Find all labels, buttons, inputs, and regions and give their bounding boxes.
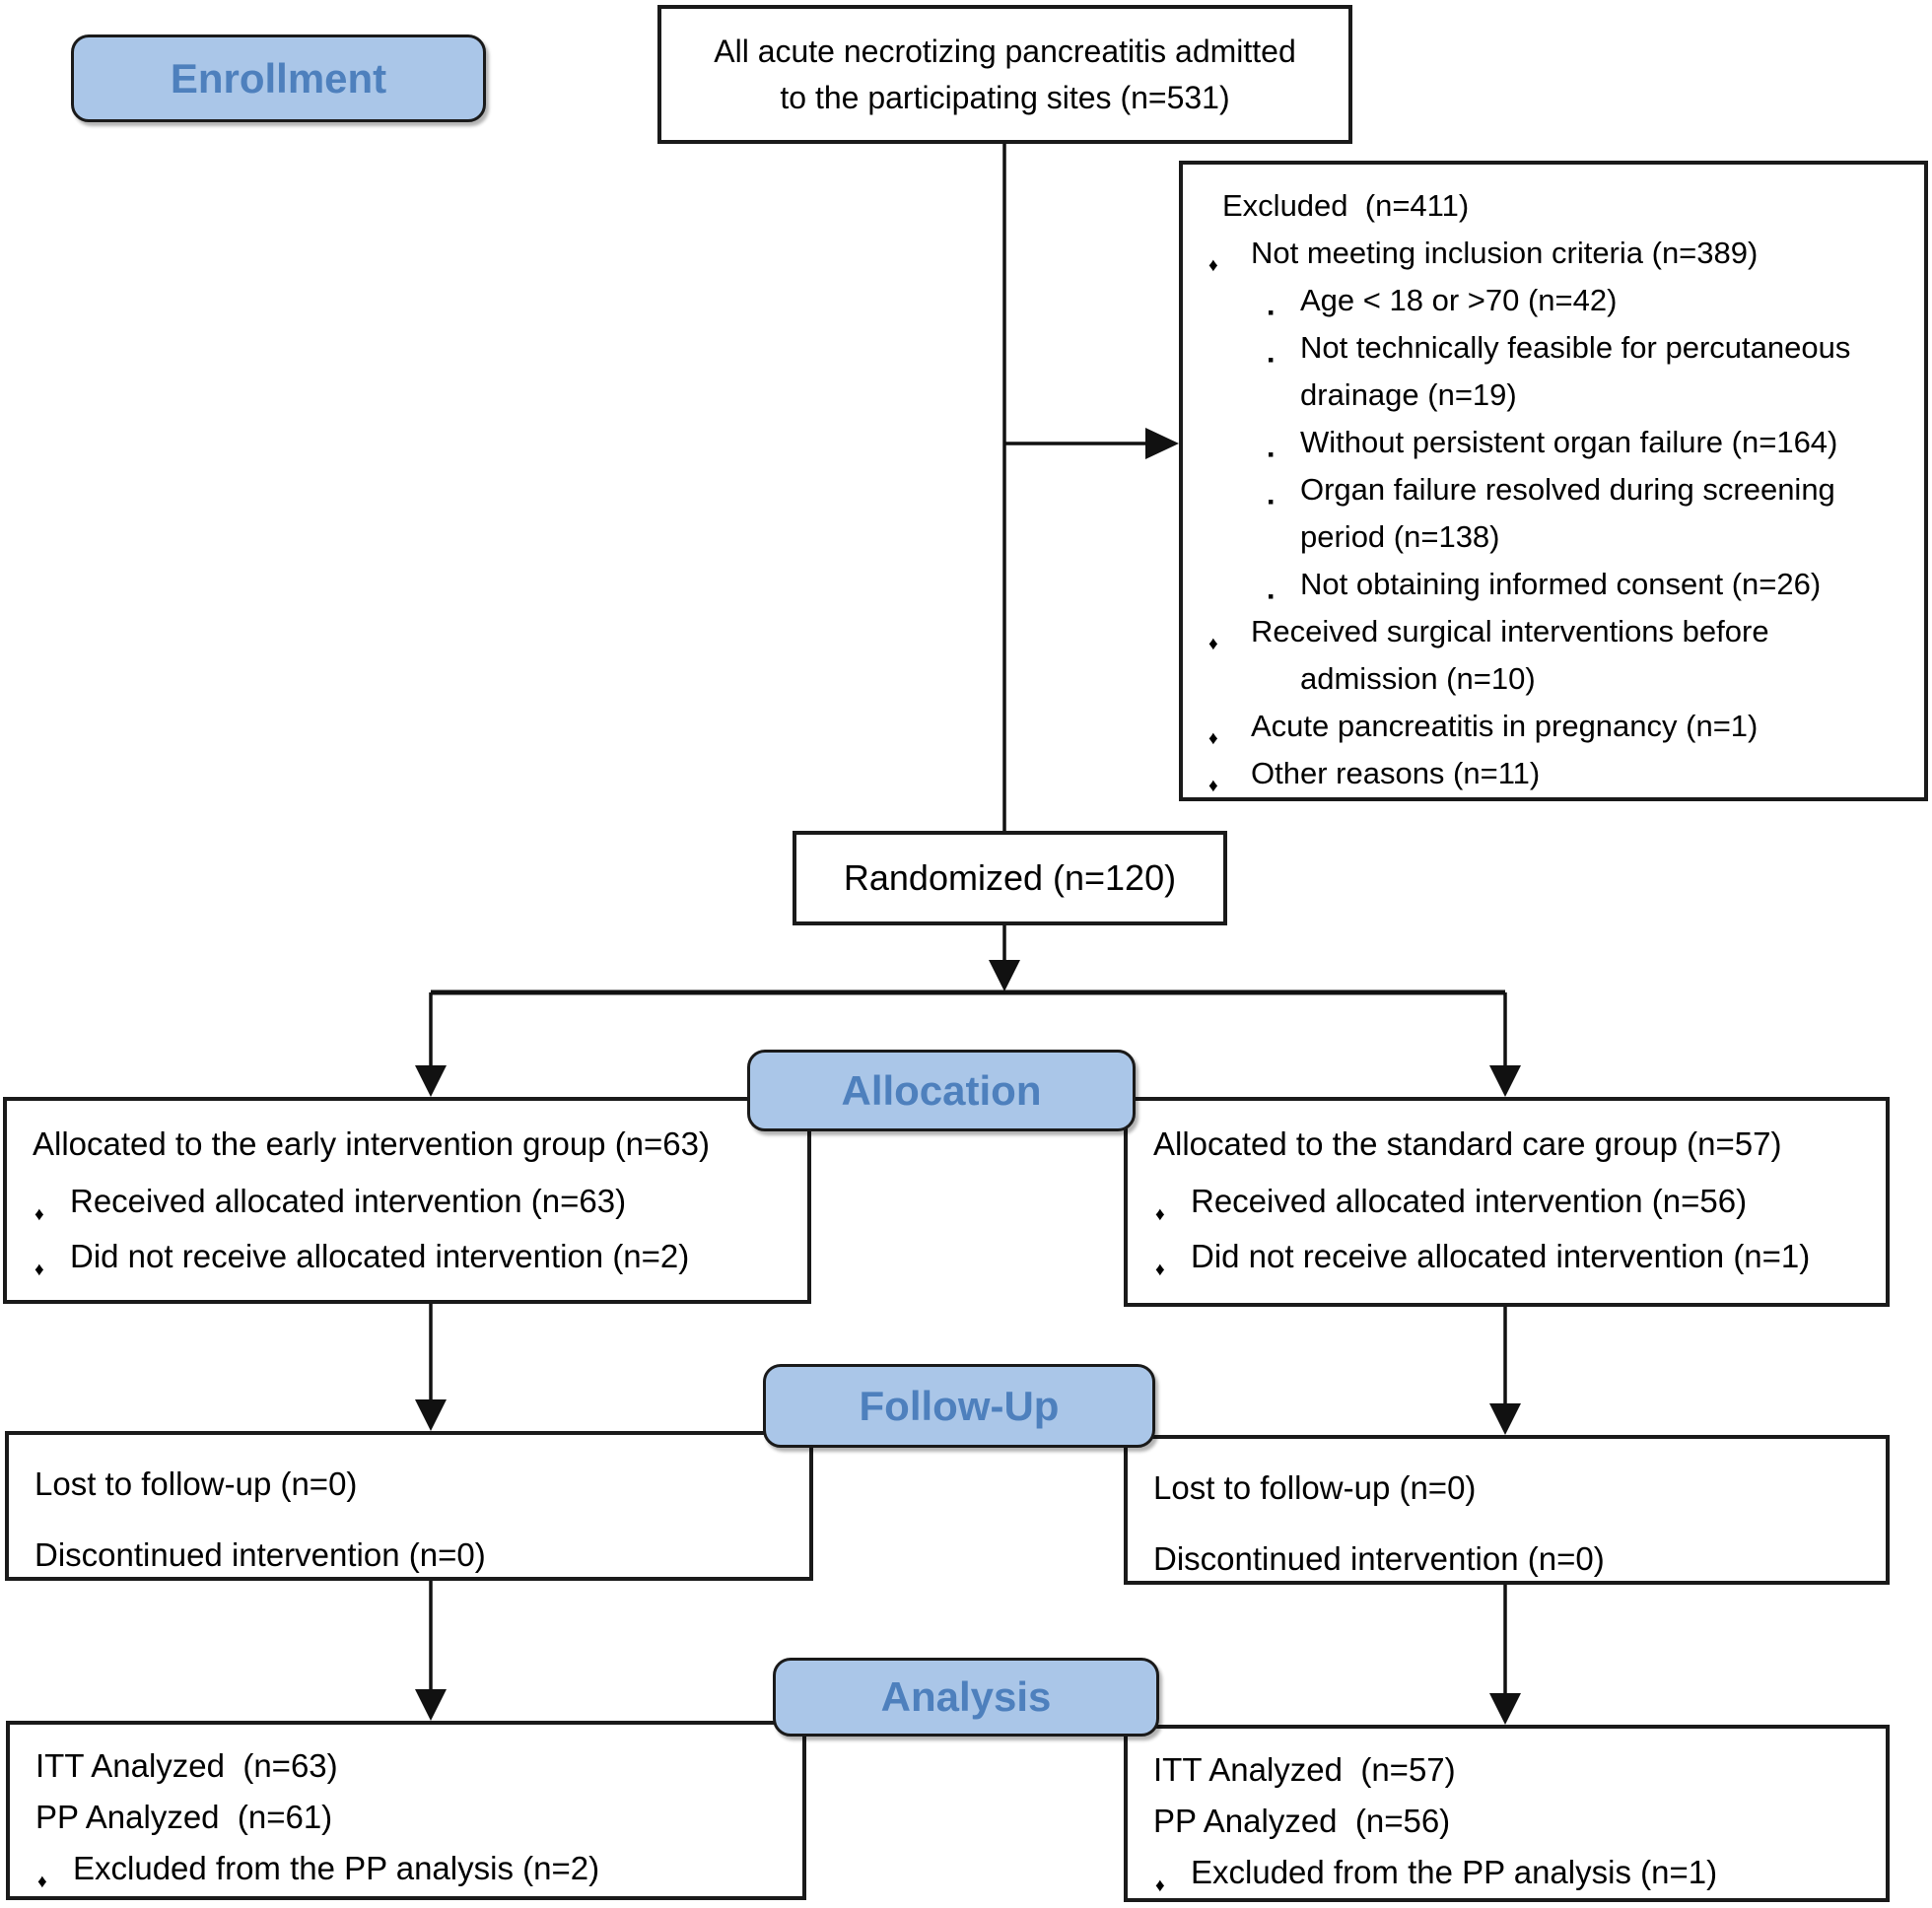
excluded-item bbox=[1208, 750, 1908, 797]
diamond-bullet-icon: ♦ bbox=[34, 1260, 44, 1280]
excluded-item bbox=[1208, 703, 1908, 750]
admitted-text bbox=[714, 29, 1296, 120]
box-allocation-early-intervention bbox=[3, 1097, 811, 1304]
admitted-line-1: All acute necrotizing pancreatitis admitted bbox=[714, 34, 1296, 70]
square-bullet-icon: ▪ bbox=[1268, 444, 1275, 464]
diamond-bullet-icon: ♦ bbox=[1208, 634, 1218, 654]
arrowhead-split bbox=[989, 960, 1020, 991]
excluded-item-text: Other reasons (n=11) bbox=[1251, 756, 1541, 790]
excluded-subitem bbox=[1208, 466, 1908, 561]
square-bullet-icon: ▪ bbox=[1268, 492, 1275, 511]
excluded-item-text: Received surgical interventions before admission (n=10) bbox=[1251, 614, 1769, 696]
followup-left-line-2: Discontinued intervention (n=0) bbox=[34, 1536, 486, 1573]
excluded-item bbox=[1208, 230, 1908, 608]
bullet-item bbox=[35, 1843, 785, 1894]
arrowhead-an-left bbox=[415, 1689, 447, 1721]
excluded-item-text: Acute pancreatitis in pregnancy (n=1) bbox=[1251, 709, 1759, 743]
stage-enrollment-text: Enrollment bbox=[170, 54, 387, 102]
box-followup-early-intervention bbox=[5, 1431, 813, 1581]
diamond-bullet-icon: ♦ bbox=[1208, 776, 1218, 796]
box-allocation-standard-care bbox=[1124, 1097, 1890, 1307]
excluded-subitem bbox=[1208, 277, 1908, 324]
allocation-left-title: Allocated to the early intervention group (n=63) bbox=[33, 1125, 711, 1162]
excluded-subitem-text: Organ failure resolved during screening period (n=138) bbox=[1300, 472, 1835, 554]
arrowhead-excluded bbox=[1145, 428, 1179, 459]
stage-analysis-text: Analysis bbox=[880, 1673, 1052, 1720]
box-analysis-standard-care bbox=[1124, 1725, 1890, 1902]
bullet-item bbox=[33, 1178, 790, 1225]
excluded-subitem bbox=[1208, 419, 1908, 466]
bullet-text: Excluded from the PP analysis (n=2) bbox=[73, 1850, 600, 1886]
bullet-item bbox=[1153, 1847, 1868, 1898]
excluded-subitem-text: Not obtaining informed consent (n=26) bbox=[1300, 567, 1822, 601]
excluded-item-text: Not meeting inclusion criteria (n=389) bbox=[1251, 236, 1759, 270]
allocation-right-title: Allocated to the standard care group (n=57) bbox=[1153, 1125, 1782, 1162]
arrowhead-alloc-right bbox=[1489, 1065, 1521, 1097]
admitted-line-2: to the participating sites (n=531) bbox=[780, 79, 1230, 115]
bullet-text: Did not receive allocated intervention (n=2) bbox=[70, 1238, 690, 1274]
excluded-sublist bbox=[1208, 277, 1908, 608]
diamond-bullet-icon: ♦ bbox=[1155, 1204, 1165, 1225]
analysis-right-itt: ITT Analyzed (n=57) bbox=[1153, 1751, 1456, 1788]
diamond-bullet-icon: ♦ bbox=[1208, 255, 1218, 276]
bullet-text: Received allocated intervention (n=63) bbox=[70, 1183, 627, 1219]
analysis-left-bullets bbox=[35, 1843, 785, 1894]
bullet-text: Excluded from the PP analysis (n=1) bbox=[1191, 1854, 1718, 1890]
diamond-bullet-icon: ♦ bbox=[1208, 728, 1218, 749]
allocation-left-bullets bbox=[33, 1178, 790, 1280]
followup-left-line-1: Lost to follow-up (n=0) bbox=[34, 1465, 358, 1502]
excluded-item bbox=[1208, 608, 1908, 703]
bullet-item bbox=[1153, 1233, 1868, 1280]
excluded-subitem bbox=[1208, 324, 1908, 419]
analysis-right-bullets bbox=[1153, 1847, 1868, 1898]
excluded-subitem-text: Without persistent organ failure (n=164) bbox=[1300, 425, 1838, 459]
bullet-item bbox=[1153, 1178, 1868, 1225]
excluded-subitem-text: Age < 18 or >70 (n=42) bbox=[1300, 283, 1618, 317]
analysis-right-pp: PP Analyzed (n=56) bbox=[1153, 1803, 1451, 1839]
bullet-text: Received allocated intervention (n=56) bbox=[1191, 1183, 1748, 1219]
box-analysis-early-intervention bbox=[6, 1721, 806, 1900]
arrowhead-fu-left bbox=[415, 1399, 447, 1431]
analysis-left-pp: PP Analyzed (n=61) bbox=[35, 1799, 333, 1835]
arrowhead-alloc-left bbox=[415, 1065, 447, 1097]
stage-followup-text: Follow-Up bbox=[859, 1382, 1060, 1429]
box-admitted bbox=[657, 5, 1352, 144]
diamond-bullet-icon: ♦ bbox=[1155, 1875, 1165, 1896]
stage-label-allocation bbox=[747, 1050, 1136, 1131]
square-bullet-icon: ▪ bbox=[1268, 586, 1275, 606]
square-bullet-icon: ▪ bbox=[1268, 350, 1275, 370]
box-followup-standard-care bbox=[1124, 1435, 1890, 1585]
excluded-list bbox=[1208, 230, 1908, 797]
box-excluded bbox=[1179, 161, 1928, 801]
followup-right-line-1: Lost to follow-up (n=0) bbox=[1153, 1469, 1477, 1506]
followup-right-line-2: Discontinued intervention (n=0) bbox=[1153, 1540, 1605, 1577]
analysis-left-itt: ITT Analyzed (n=63) bbox=[35, 1747, 338, 1784]
stage-allocation-text: Allocation bbox=[841, 1066, 1042, 1114]
stage-label-analysis bbox=[773, 1658, 1159, 1737]
box-randomized bbox=[793, 831, 1227, 925]
diamond-bullet-icon: ♦ bbox=[34, 1204, 44, 1225]
arrowhead-an-right bbox=[1489, 1693, 1521, 1725]
diamond-bullet-icon: ♦ bbox=[1155, 1260, 1165, 1280]
excluded-subitem bbox=[1208, 561, 1908, 608]
excluded-title: Excluded (n=411) bbox=[1222, 188, 1470, 223]
randomized-text: Randomized (n=120) bbox=[843, 857, 1177, 898]
diamond-bullet-icon: ♦ bbox=[37, 1872, 47, 1892]
bullet-item bbox=[33, 1233, 790, 1280]
bullet-text: Did not receive allocated intervention (n=1) bbox=[1191, 1238, 1811, 1274]
square-bullet-icon: ▪ bbox=[1268, 303, 1275, 322]
stage-label-followup bbox=[763, 1364, 1155, 1448]
excluded-subitem-text: Not technically feasible for percutaneous drainage (n=19) bbox=[1300, 330, 1851, 412]
stage-label-enrollment bbox=[71, 34, 486, 122]
arrowhead-fu-right bbox=[1489, 1403, 1521, 1435]
allocation-right-bullets bbox=[1153, 1178, 1868, 1280]
